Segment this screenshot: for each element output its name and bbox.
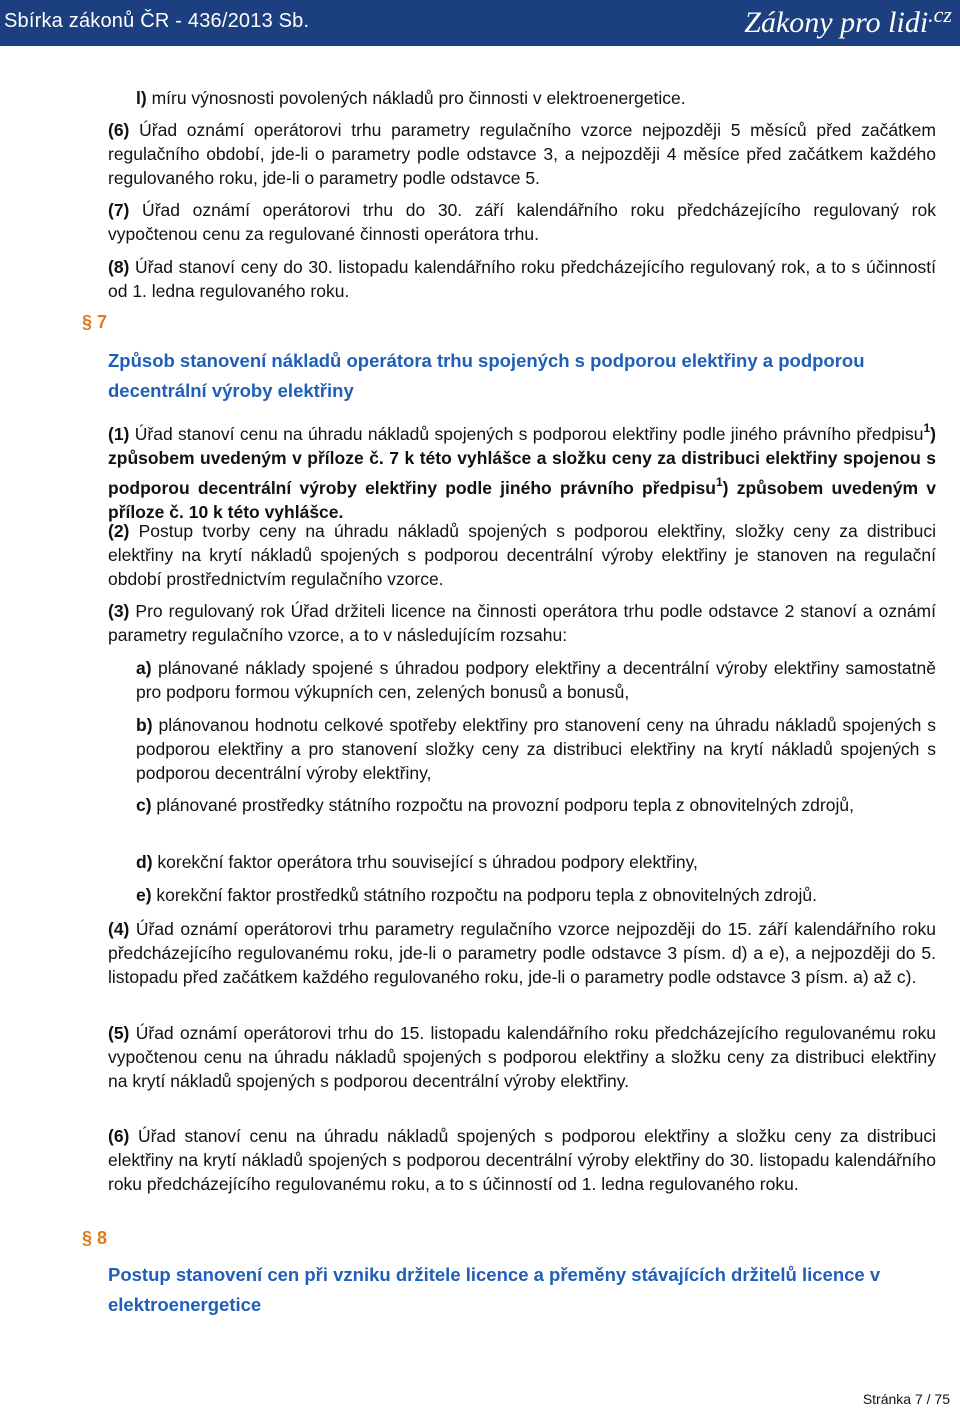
paragraph-text: Úřad oznámí operátorovi trhu parametry regulačního vzorce nejpozději 5 měsíců před začátkem regulačního období, jde-li o parametry podle odstavce 3, a nejpozději 4 měsíce před začátkem každého regulovaného roku, jde-li o parametry podle odstavce 5.	[108, 120, 936, 188]
paragraph-label: (3)	[108, 601, 130, 621]
item-text: plánované prostředky státního rozpočtu na provozní podporu tepla z obnovitelných zdrojů,	[151, 795, 854, 815]
s7-item-a	[136, 656, 936, 704]
s7-paragraph-2	[108, 519, 936, 591]
footnote-ref[interactable]: 1	[715, 475, 723, 489]
item-label: a)	[136, 658, 152, 678]
footnote-ref[interactable]: 1	[923, 421, 931, 435]
item-text: korekční faktor operátora trhu související s úhradou podpory elektřiny,	[152, 852, 698, 872]
site-logo[interactable]	[744, 2, 952, 40]
item-text: míru výnosnosti povolených nákladů pro činnosti v elektroenergetice.	[146, 88, 686, 108]
paragraph-text: ) způsobem uvedeným v příloze č. 7 k této vyhlášce a složku ceny za distribuci elektřiny spojenou s podporou decentrální výroby elektřiny podle jiného právního předpisu	[108, 424, 936, 498]
paragraph-label: (2)	[108, 521, 130, 541]
s7-paragraph-6	[108, 1124, 936, 1196]
item-label: c)	[136, 795, 152, 815]
paragraph-7	[108, 198, 936, 246]
paragraph-text: Pro regulovaný rok Úřad držiteli licence na činnosti operátora trhu podle odstavce 2 stanoví a oznámí parametry regulačního vzorce, a to v následujícím rozsahu:	[108, 601, 936, 645]
paragraph-label: (8)	[108, 257, 130, 277]
item-label: e)	[136, 885, 152, 905]
s7-paragraph-4	[108, 917, 936, 989]
item-text: korekční faktor prostředků státního rozpočtu na podporu tepla z obnovitelných zdrojů.	[151, 885, 817, 905]
site-logo-text: Zákony pro lidi	[744, 6, 929, 39]
paragraph-8	[108, 255, 936, 303]
s7-item-d	[136, 850, 936, 874]
item-l	[136, 86, 936, 110]
s7-item-b	[136, 713, 936, 785]
site-logo-tld: .cz	[928, 2, 952, 27]
paragraph-label: (4)	[108, 919, 130, 939]
paragraph-text: Úřad oznámí operátorovi trhu do 15. listopadu kalendářního roku předcházejícího regulovanému roku vypočtenou cenu na úhradu nákladů spojených s podporou elektřiny a složku ceny za distribuci elektřiny na krytí nákladů spojených s podporou decentrální výroby elektřiny.	[108, 1023, 936, 1091]
paragraph-text: Úřad stanoví cenu na úhradu nákladů spojených s podporou elektřiny podle jiného právního předpisu	[129, 424, 924, 444]
item-text: plánovanou hodnotu celkové spotřeby elektřiny pro stanovení ceny na úhradu nákladů spojených s podporou elektřiny a pro stanovení složky ceny za distribuci elektřiny na krytí nákladů spojených s podporou decentrální výroby elektřiny,	[136, 715, 936, 783]
section-sign-8[interactable]: § 8	[82, 1228, 108, 1248]
section-sign-7[interactable]: § 7	[82, 312, 108, 332]
item-label: d)	[136, 852, 153, 872]
s7-item-e	[136, 883, 936, 907]
paragraph-text: ) způsobem uvedeným v příloze č. 10 k této vyhlášce.	[108, 478, 936, 522]
s7-paragraph-5	[108, 1021, 936, 1093]
section-heading-8: Postup stanovení cen při vzniku držitele licence a přeměny stávajících držitelů licence v elektroenergetice	[108, 1264, 881, 1315]
item-text: plánované náklady spojené s úhradou podpory elektřiny a decentrální výroby elektřiny samostatně pro podporu formou výkupních cen, zelených bonusů a bonusů,	[136, 658, 936, 702]
paragraph-text: Postup tvorby ceny na úhradu nákladů spojených s podporou elektřiny, složky ceny za distribuci elektřiny na krytí nákladů spojených s podporou decentrální výroby elektřiny je stanoven na regulační období prostřednictvím regulačního vzorce.	[108, 521, 936, 589]
paragraph-label: (1)	[108, 424, 130, 444]
s7-paragraph-1	[108, 416, 936, 524]
paragraph-6	[108, 118, 936, 190]
s7-item-c	[136, 793, 936, 817]
paragraph-label: (5)	[108, 1023, 130, 1043]
paragraph-label: (6)	[108, 120, 130, 140]
item-label: l)	[136, 88, 147, 108]
item-label: b)	[136, 715, 153, 735]
document-title: Sbírka zákonů ČR - 436/2013 Sb.	[4, 10, 310, 32]
paragraph-text: Úřad oznámí operátorovi trhu do 30. září kalendářního roku předcházejícího regulovaný rok vypočtenou cenu za regulované činnosti operátora trhu.	[108, 200, 936, 244]
paragraph-text: Úřad stanoví ceny do 30. listopadu kalendářního roku předcházejícího regulovaný rok, a to s účinností od 1. ledna regulovaného roku.	[108, 257, 936, 301]
paragraph-text: Úřad oznámí operátorovi trhu parametry regulačního vzorce nejpozději do 15. září kalendářního roku předcházejícího regulovanému roku, jde-li o parametry podle odstavce 3 písm. d) a e), a nejpozději do 5. listopadu před začátkem každého regulovaného roku, jde-li o parametry podle odstavce 3 písm. a) až c).	[108, 919, 936, 987]
paragraph-label: (6)	[108, 1126, 130, 1146]
s7-paragraph-3	[108, 599, 936, 647]
paragraph-text: Úřad stanoví cenu na úhradu nákladů spojených s podporou elektřiny a složku ceny za distribuci elektřiny na krytí nákladů spojených s podporou decentrální výroby elektřiny do 30. listopadu kalendářního roku předcházejícího regulovanému roku, a to s účinností od 1. ledna regulovaného roku.	[108, 1126, 936, 1194]
page-number: Stránka 7 / 75	[862, 1391, 950, 1407]
header-bar	[0, 0, 960, 46]
section-heading-7: Způsob stanovení nákladů operátora trhu spojených s podporou elektřiny a podporou decentrální výroby elektřiny	[108, 350, 865, 401]
paragraph-label: (7)	[108, 200, 130, 220]
